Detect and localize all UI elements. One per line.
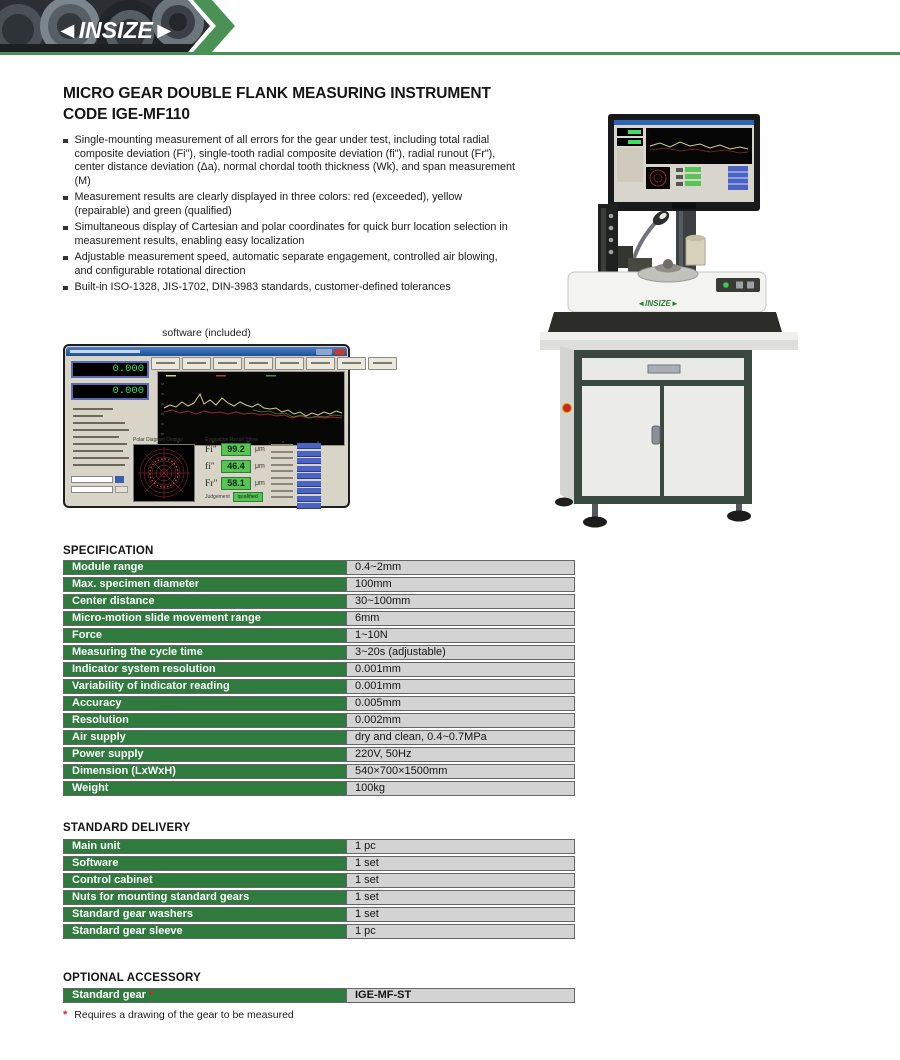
table-row [63, 873, 575, 888]
bullet-square [63, 139, 68, 144]
spec-value: 0.001mm [346, 663, 574, 676]
toolbar-button [244, 357, 273, 370]
spec-label: Air supply [64, 731, 346, 744]
header-divider-line [0, 52, 900, 55]
spec-value: 30~100mm [346, 595, 574, 608]
table-row [63, 907, 575, 922]
spec-label: Micro-motion slide movement range [64, 612, 346, 625]
polar-diagram [133, 444, 195, 502]
software-window-title [70, 350, 140, 353]
logo-left-arrow: ◄ [56, 17, 79, 43]
spec-value: 1~10N [346, 629, 574, 642]
accessory-code: IGE-MF-ST [346, 989, 574, 1002]
spec-value: 0.4~2mm [346, 561, 574, 574]
lcd-readout-2: 0.000 [71, 383, 149, 400]
result-row [205, 443, 265, 456]
waveform-chart [157, 371, 345, 446]
footnote-text: Requires a drawing of the gear to be measured [74, 1009, 294, 1021]
spec-label: Measuring the cycle time [64, 646, 346, 659]
delivery-label: Standard gear washers [64, 908, 346, 921]
spec-value: 100mm [346, 578, 574, 591]
result-row [205, 460, 265, 473]
judgement-value: qualified [233, 492, 263, 502]
table-row [63, 560, 575, 575]
spec-label: Weight [64, 782, 346, 795]
software-toolbar [151, 357, 397, 370]
product-photo [540, 106, 870, 543]
evaluation-results [205, 443, 265, 490]
feature-item [63, 281, 515, 295]
judgement-row [205, 492, 263, 502]
drawer-name-plate [648, 365, 680, 373]
result-unit: μm [255, 480, 265, 487]
bullet-square [63, 226, 68, 231]
spec-value: 6mm [346, 612, 574, 625]
title-line-1: MICRO GEAR DOUBLE FLANK MEASURING INSTRUMENT [63, 85, 491, 102]
table-row [63, 696, 575, 711]
table-row [63, 645, 575, 660]
spec-value: 0.002mm [346, 714, 574, 727]
spec-value: 540×700×1500mm [346, 765, 574, 778]
delivery-label: Standard gear sleeve [64, 925, 346, 938]
cabinet-side [560, 346, 574, 504]
page-title [63, 83, 603, 125]
spec-label: Dimension (LxWxH) [64, 765, 346, 778]
feature-item [63, 191, 515, 218]
main-unit [548, 259, 782, 332]
delivery-value: 1 set [346, 908, 574, 921]
specimen-jar [686, 235, 705, 265]
spec-value: 3~20s (adjustable) [346, 646, 574, 659]
table-row [63, 713, 575, 728]
result-name: fi" [205, 461, 215, 472]
spec-label: Indicator system resolution [64, 663, 346, 676]
accessory-label-text: Standard gear [72, 989, 146, 1001]
close-icon [334, 349, 345, 355]
delivery-value: 1 set [346, 891, 574, 904]
spec-label: Resolution [64, 714, 346, 727]
feature-text: Single-mounting measurement of all errors for the gear under test, including total radial composite deviation (Fi"), single-tooth radial composite deviation (fi"), radial runout (Fr"), center distance deviation (Δa), normal chordal tooth thickness (Wk), and span measurement (M) [74, 134, 515, 187]
spec-value: 220V, 50Hz [346, 748, 574, 761]
toolbar-button [306, 357, 335, 370]
result-value-box: 58.1 [221, 477, 251, 490]
footnote-asterisk: * [63, 1009, 68, 1021]
logo-right-arrow: ► [152, 17, 176, 43]
specification-heading: SPECIFICATION [63, 545, 154, 557]
table-row [63, 924, 575, 939]
accessory-label [64, 989, 346, 1002]
title-line-2: CODE IGE-MF110 [63, 106, 190, 123]
table-row [63, 839, 575, 854]
table-row [63, 594, 575, 609]
feature-item [63, 134, 515, 188]
toolbar-button [213, 357, 242, 370]
feature-item [63, 221, 515, 248]
software-caption: software (included) [162, 327, 251, 339]
unit-base [548, 312, 782, 332]
toolbar-button [275, 357, 304, 370]
result-unit: μm [255, 463, 265, 470]
feature-text: Simultaneous display of Cartesian and polar coordinates for quick burr location selection in measurement results, enabling easy localization [74, 221, 508, 247]
software-titlebar [66, 347, 347, 356]
lcd-readout-1: 0.000 [71, 361, 149, 378]
delivery-value: 1 set [346, 874, 574, 887]
result-row [205, 477, 265, 490]
spec-value: 0.005mm [346, 697, 574, 710]
tolerance-scale-labels [271, 444, 293, 503]
cabinet-foot [555, 498, 573, 507]
table-row [63, 679, 575, 694]
header-banner [0, 0, 240, 52]
delivery-label: Control cabinet [64, 874, 346, 887]
feature-list [63, 134, 515, 298]
delivery-value: 1 pc [346, 925, 574, 938]
gear-photo [0, 0, 240, 52]
spec-value: 0.001mm [346, 680, 574, 693]
bullet-square [63, 256, 68, 261]
software-screenshot [63, 344, 350, 508]
result-value-box: 46.4 [221, 460, 251, 473]
bullet-square [63, 286, 68, 291]
feature-item [63, 251, 515, 278]
delivery-label: Software [64, 857, 346, 870]
optional-accessory-heading: OPTIONAL ACCESSORY [63, 972, 201, 984]
spec-label: Power supply [64, 748, 346, 761]
spec-label: Max. specimen diameter [64, 578, 346, 591]
specification-table [63, 560, 575, 798]
monitor [608, 114, 760, 211]
table-row [63, 662, 575, 677]
spec-label: Center distance [64, 595, 346, 608]
table-row [63, 611, 575, 626]
spec-value: 100kg [346, 782, 574, 795]
dropdown-row-2 [71, 486, 128, 493]
optional-accessory-table [63, 988, 575, 1005]
feature-text: Measurement results are clearly displayed in three colors: red (exceeded), yellow (repairable) and green (qualified) [74, 191, 463, 217]
table-row [63, 890, 575, 905]
tolerance-bar-graph [297, 443, 321, 511]
toolbar-button [182, 357, 211, 370]
cabinet-door-right [664, 386, 744, 496]
door-handle [652, 426, 660, 444]
standard-delivery-heading: STANDARD DELIVERY [63, 822, 191, 834]
result-value-box: 99.2 [221, 443, 251, 456]
table-row [63, 577, 575, 592]
feature-text: Built-in ISO-1328, JIS-1702, DIN-3983 standards, customer-defined tolerances [74, 281, 451, 293]
table-row [63, 747, 575, 762]
toolbar-button [368, 357, 397, 370]
unit-brand-logo: ◄INSIZE► [637, 299, 679, 308]
table-row [63, 781, 575, 796]
emergency-stop-button [563, 404, 572, 413]
cabinet-foot [727, 511, 751, 522]
table-row [63, 730, 575, 745]
result-unit: μm [255, 446, 265, 453]
result-name: Fr" [205, 478, 218, 489]
table-row [63, 856, 575, 871]
toolbar-button [337, 357, 366, 370]
judgement-label: Judgement [205, 494, 230, 500]
dropdown-row-1 [71, 476, 124, 483]
spec-label: Accuracy [64, 697, 346, 710]
spec-label: Force [64, 629, 346, 642]
control-cabinet [540, 332, 798, 528]
result-name: Fi" [205, 444, 217, 455]
standard-delivery-table [63, 839, 575, 941]
spec-value: dry and clean, 0.4~0.7MPa [346, 731, 574, 744]
bullet-square [63, 196, 68, 201]
cabinet-foot [583, 517, 607, 528]
feature-text: Adjustable measurement speed, automatic separate engagement, controlled air blowing, and configurable rotational direction [74, 251, 498, 277]
cabinet-door-left [582, 386, 660, 496]
minimize-maximize-icons [316, 349, 332, 355]
delivery-value: 1 pc [346, 840, 574, 853]
accessory-asterisk: * [149, 989, 154, 1001]
spec-label: Module range [64, 561, 346, 574]
evaluation-result-label: Evaluation Result Show [205, 437, 258, 443]
delivery-label: Main unit [64, 840, 346, 853]
toolbar-button [151, 357, 180, 370]
delivery-label: Nuts for mounting standard gears [64, 891, 346, 904]
cabinet-top [540, 340, 798, 350]
table-row [63, 988, 575, 1003]
table-row [63, 764, 575, 779]
delivery-value: 1 set [346, 857, 574, 870]
footnote [63, 1009, 294, 1021]
insize-logo: ◄INSIZE► [56, 17, 176, 43]
spec-label: Variability of indicator reading [64, 680, 346, 693]
polar-diagram-label: Polar Diagram Display [133, 437, 183, 443]
table-row [63, 628, 575, 643]
